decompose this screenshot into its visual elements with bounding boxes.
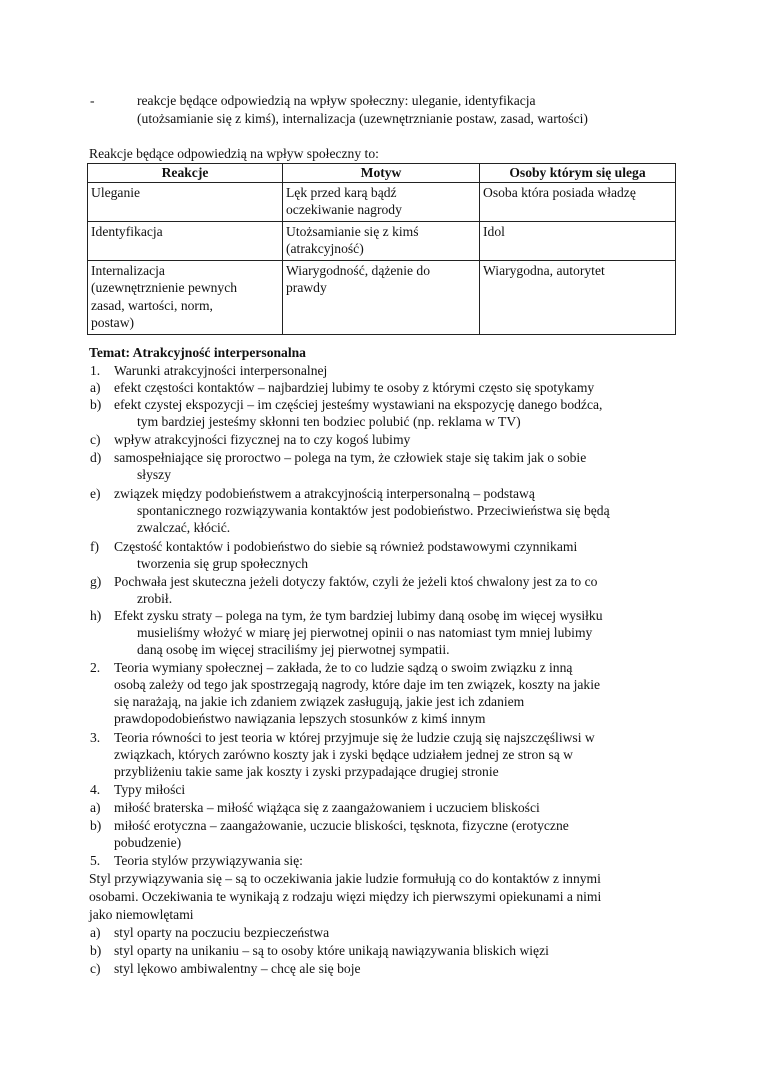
paragraph-line: Styl przywiązywania się – są to oczekiwania jakie ludzie formułują co do kontaktów z innymi bbox=[89, 871, 601, 886]
table-row bbox=[88, 182, 676, 221]
list-marker: f) bbox=[90, 539, 100, 554]
table-cell: Internalizacja (uzewnętrznienie pewnych zasad, wartości, norm, postaw) bbox=[88, 260, 283, 334]
list-marker: 3. bbox=[90, 730, 101, 745]
list-item-text: miłość braterska – miłość wiążąca się z zaangażowaniem i uczuciem bliskości bbox=[114, 800, 540, 815]
section-title: Temat: Atrakcyjność interpersonalna bbox=[89, 345, 306, 360]
list-item-text: Teoria wymiany społecznej – zakłada, że to co ludzie sądzą o swoim związku z inną bbox=[114, 660, 573, 675]
list-item-text: Teoria równości to jest teoria w której przyjmuje się że ludzie czują się najszczęśliwsi w bbox=[114, 730, 595, 745]
table-header-cell: Osoby którym się ulega bbox=[480, 164, 676, 183]
table-cell: Wiarygodność, dążenie do prawdy bbox=[283, 260, 480, 334]
list-marker: g) bbox=[90, 574, 102, 589]
list-item-text: związek między podobieństwem a atrakcyjnością interpersonalną – podstawą bbox=[114, 486, 535, 501]
list-marker: a) bbox=[90, 800, 101, 815]
list-item-text: Efekt zysku straty – polega na tym, że tym bardziej lubimy daną osobę im więcej wysiłku bbox=[114, 608, 603, 623]
list-item-text: miłość erotyczna – zaangażowanie, uczucie bliskości, tęsknota, fizyczne (erotyczne bbox=[114, 818, 569, 833]
list-item-text: styl oparty na unikaniu – są to osoby które unikają nawiązywania bliskich więzi bbox=[114, 943, 549, 958]
list-item-text: tworzenia się grup społecznych bbox=[137, 556, 308, 571]
intro-dash: - bbox=[90, 93, 95, 108]
table-cell: Osoba która posiada władzę bbox=[480, 182, 676, 221]
list-item-text: osobą zależy od tego jak spostrzegają nagrody, które daje im ten związek, koszty na jakie bbox=[114, 677, 601, 692]
list-item-text: tym bardziej jesteśmy skłonni ten bodziec polubić (np. reklama w TV) bbox=[137, 414, 521, 429]
list-marker: b) bbox=[90, 943, 102, 958]
list-marker: c) bbox=[90, 961, 101, 976]
list-marker: 2. bbox=[90, 660, 101, 675]
list-item-text: musieliśmy włożyć w miarę jej pierwotnej opinii o nas natomiast tym mniej lubimy bbox=[137, 625, 593, 640]
table-header-row bbox=[88, 164, 676, 183]
list-marker: a) bbox=[90, 380, 101, 395]
list-marker: e) bbox=[90, 486, 101, 501]
list-marker: 1. bbox=[90, 363, 101, 378]
list-item-text: samospełniające się proroctwo – polega na tym, że człowiek staje się takim jak o sobie bbox=[114, 450, 587, 465]
list-item-text: słyszy bbox=[137, 467, 171, 482]
list-marker: b) bbox=[90, 397, 102, 412]
list-marker: 4. bbox=[90, 782, 101, 797]
list-item-text: spontanicznego rozwiązywania kontaktów jest podobieństwo. Przeciwieństwa się będą bbox=[137, 503, 610, 518]
list-item-text: wpływ atrakcyjności fizycznej na to czy kogoś lubimy bbox=[114, 432, 411, 447]
table-cell: Identyfikacja bbox=[88, 221, 283, 260]
list-item-text: daną osobę im więcej straciliśmy jej pierwotnej sympatii. bbox=[137, 642, 450, 657]
table-row bbox=[88, 260, 676, 334]
list-item-text: przybliżeniu takie same jak koszty i zyski przypadające drugiej stronie bbox=[114, 764, 499, 779]
list-item-text: zwalczać, kłócić. bbox=[137, 520, 231, 535]
list-item-text: styl lękowo ambiwalentny – chcę ale się boje bbox=[114, 961, 361, 976]
table-header-cell: Motyw bbox=[283, 164, 480, 183]
list-item-text: zrobił. bbox=[137, 591, 173, 606]
list-item-text: Pochwała jest skuteczna jeżeli dotyczy faktów, czyli że jeżeli ktoś chwalony jest za to co bbox=[114, 574, 598, 589]
list-item-text: prawdopodobieństwo nawiązania lepszych stosunków z kimś innym bbox=[114, 711, 486, 726]
paragraph-line: jako niemowlętami bbox=[89, 907, 194, 922]
list-item-text: Warunki atrakcyjności interpersonalnej bbox=[114, 363, 328, 378]
list-marker: c) bbox=[90, 432, 101, 447]
list-item-text: Teoria stylów przywiązywania się: bbox=[114, 853, 303, 868]
list-marker: a) bbox=[90, 925, 101, 940]
list-item-text: efekt częstości kontaktów – najbardziej lubimy te osoby z którymi często się spotykamy bbox=[114, 380, 595, 395]
paragraph-line: osobami. Oczekiwania te wynikają z rodzaju więzi między ich pierwszymi opiekunami a nimi bbox=[89, 889, 602, 904]
table-cell: Wiarygodna, autorytet bbox=[480, 260, 676, 334]
reactions-table bbox=[87, 163, 676, 335]
table-cell: Uleganie bbox=[88, 182, 283, 221]
list-marker: h) bbox=[90, 608, 102, 623]
intro-line: (utożsamianie się z kimś), internalizacja (uzewnętrznianie postaw, zasad, wartości) bbox=[137, 111, 588, 126]
table-row bbox=[88, 221, 676, 260]
list-item-text: związkach, których zarówno koszty jak i zyski będące udziałem jednej ze stron są w bbox=[114, 747, 573, 762]
list-item-text: pobudzenie) bbox=[114, 835, 182, 850]
list-marker: d) bbox=[90, 450, 102, 465]
list-marker: b) bbox=[90, 818, 102, 833]
table-caption: Reakcje będące odpowiedzią na wpływ społeczny to: bbox=[89, 146, 379, 161]
list-item-text: się narażają, na jakie ich zdaniem związek zasługują, jakie jest ich zdaniem bbox=[114, 694, 525, 709]
list-marker: 5. bbox=[90, 853, 101, 868]
list-item-text: efekt czystej ekspozycji – im częściej jesteśmy wystawiani na ekspozycję danego bodźca, bbox=[114, 397, 603, 412]
intro-line: reakcje będące odpowiedzią na wpływ społeczny: uleganie, identyfikacja bbox=[137, 93, 536, 108]
table-header-cell: Reakcje bbox=[88, 164, 283, 183]
table-cell: Lęk przed karą bądź oczekiwanie nagrody bbox=[283, 182, 480, 221]
list-item-text: Typy miłości bbox=[114, 782, 186, 797]
table-cell: Idol bbox=[480, 221, 676, 260]
table-cell: Utożsamianie się z kimś (atrakcyjność) bbox=[283, 221, 480, 260]
list-item-text: Częstość kontaktów i podobieństwo do siebie są również podstawowymi czynnikami bbox=[114, 539, 578, 554]
list-item-text: styl oparty na poczuciu bezpieczeństwa bbox=[114, 925, 330, 940]
